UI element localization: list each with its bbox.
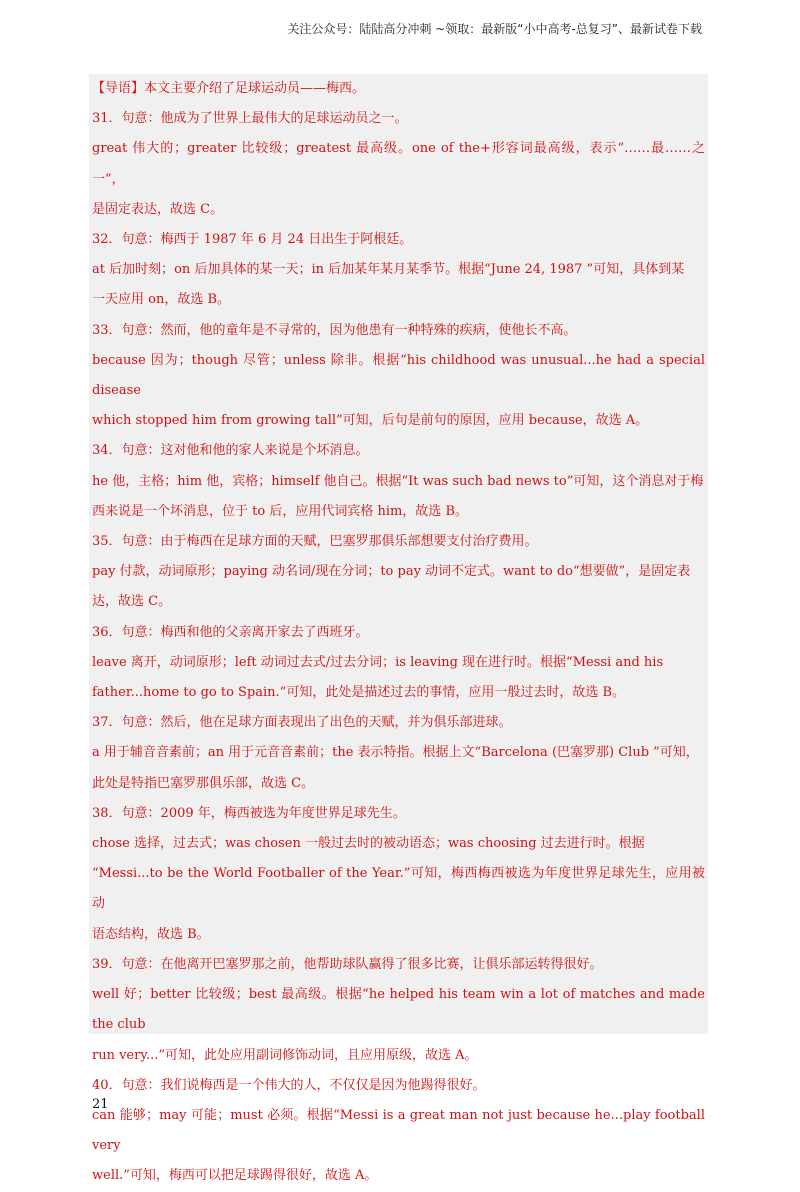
text-line: well.”可知，梅西可以把足球踢得很好，故选 A。 — [92, 1168, 378, 1184]
text-line: because 因为；though 尽管；unless 除非。根据“his childhood was unusual...he had a special disease — [92, 352, 705, 399]
text-line: 达，故选 C。 — [92, 594, 172, 610]
text-line: 40．句意：我们说梅西是一个伟大的人，不仅仅是因为他踢得很好。 — [92, 1077, 486, 1093]
text-line: 37．句意：然后，他在足球方面表现出了出色的天赋，并为俱乐部进球。 — [92, 715, 512, 731]
text-line: run very...”可知，此处应用副词修饰动词，且应用原级，故选 A。 — [92, 1047, 478, 1063]
text-line: 西来说是一个坏消息，位于 to 后，应用代词宾格 him，故选 B。 — [92, 503, 468, 519]
text-line: 此处是特指巴塞罗那俱乐部，故选 C。 — [92, 775, 315, 791]
text-line: “Messi...to be the World Footballer of the Year.”可知，梅西梅西被选为年度世界足球先生，应用被动 — [92, 866, 705, 912]
text-line: which stopped him from growing tall”可知，后句是前句的原因，应用 because，故选 A。 — [92, 413, 649, 429]
text-line: 33．句意：然而，他的童年是不寻常的，因为他患有一种特殊的疾病，使他长不高。 — [92, 322, 577, 338]
text-line: 是固定表达，故选 C。 — [92, 201, 224, 217]
text-line: 32．句意：梅西于 1987 年 6 月 24 日出生于阿根廷。 — [92, 232, 413, 248]
text-line: leave 离开，动词原形；left 动词过去式/过去分词；is leaving 现在进行时。根据“Messi and his — [92, 654, 664, 670]
text-line: 34．句意：这对他和他的家人来说是个坏消息。 — [92, 443, 369, 459]
text-line: 31．句意：他成为了世界上最伟大的足球运动员之一。 — [92, 111, 408, 127]
text-line: chose 选择，过去式；was chosen 一般过去时的被动语态；was choosing 过去进行时。根据 — [92, 836, 645, 852]
text-line: 39．句意：在他离开巴塞罗那之前，他帮助球队赢得了很多比赛，让俱乐部运转得很好。 — [92, 956, 603, 972]
text-line: 38．句意：2009 年，梅西被选为年度世界足球先生。 — [92, 805, 406, 821]
text-line: a 用于辅音音素前；an 用于元音音素前；the 表示特指。根据上文“Barcelona (巴塞罗那) Club ”可知， — [92, 745, 699, 761]
text-line: father...home to go to Spain.”可知，此处是描述过去的事情，应用一般过去时，故选 B。 — [92, 685, 626, 701]
page-number: 21 — [92, 1097, 109, 1112]
text-line: at 后加时刻；on 后加具体的某一天；in 后加某年某月某季节。根据“June 24, 1987 ”可知，具体到某 — [92, 262, 685, 278]
text-line: pay 付款，动词原形；paying 动名词/现在分词；to pay 动词不定式。want to do“想要做”，是固定表 — [92, 564, 691, 580]
text-line: well 好；better 比较级；best 最高级。根据“he helped his team win a lot of matches and made the club — [92, 987, 705, 1033]
text-line: 语态结构，故选 B。 — [92, 926, 210, 942]
text-line: 一天应用 on，故选 B。 — [92, 292, 231, 308]
text-line: 35．句意：由于梅西在足球方面的天赋，巴塞罗那俱乐部想要支付治疗费用。 — [92, 534, 538, 550]
text-line: 36．句意：梅西和他的父亲离开家去了西班牙。 — [92, 624, 369, 640]
text-line: can 能够；may 可能；must 必须。根据“Messi is a great man not just because he...play football very — [92, 1107, 705, 1154]
text-line: great 伟大的；greater 比较级；greatest 最高级。one of the+形容词最高级，表示“……最……之一”， — [92, 141, 705, 187]
text-line: 【导语】本文主要介绍了足球运动员——梅西。 — [92, 81, 366, 96]
text-line: he 他，主格；him 他，宾格；himself 他自己。根据“It was such bad news to”可知，这个消息对于梅 — [92, 473, 704, 489]
page-header: 关注公众号：陆陆高分冲刺 ~领取：最新版“小中高考-总复习”、最新试卷下载 — [287, 22, 702, 36]
